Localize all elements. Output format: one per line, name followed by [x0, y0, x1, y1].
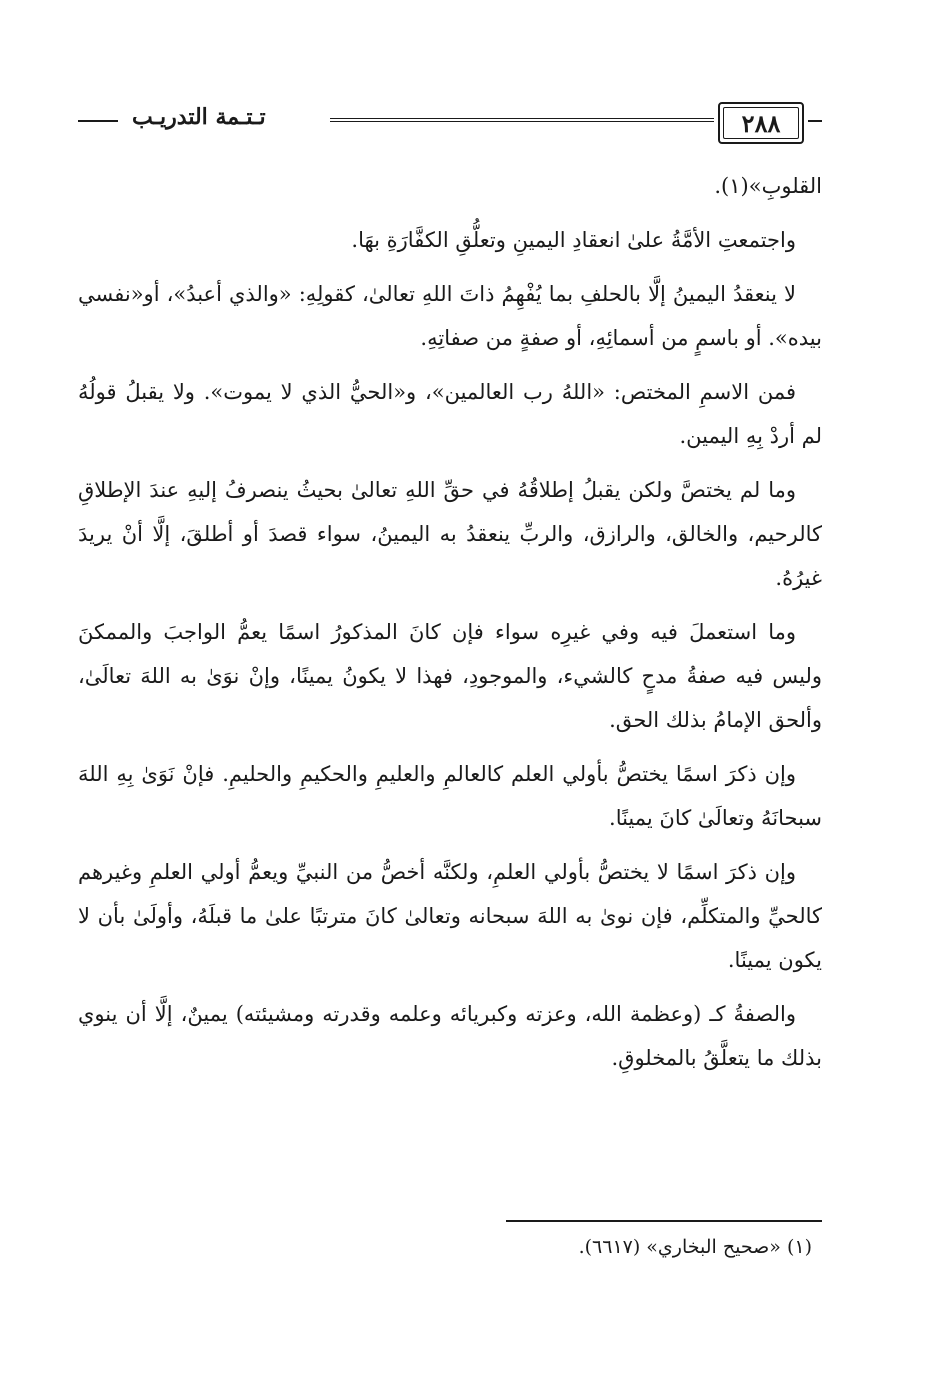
- paragraph: وإن ذكرَ اسمًا يختصُّ بأولي العلم كالعالمِ والعليمِ والحكيمِ والحليمِ. فإنْ نَوَىٰ بِهِ اللهَ سبحانَهُ وتعالَىٰ كانَ يمينًا.: [78, 762, 822, 830]
- footnote: (١) «صحيح البخاري» (٦٦١٧).: [578, 1236, 812, 1258]
- paragraph: واجتمعتِ الأمَّةُ علىٰ انعقادِ اليمينِ وتعلُّقِ الكفَّارَةِ بهَا.: [351, 228, 796, 252]
- paragraph: وما لم يختصَّ ولكن يقبلُ إطلاقُهُ في حقِّ اللهِ تعالىٰ بحيثُ ينصرفُ إليهِ عندَ الإطلاقِ كالرحيم، والخالق، والرازق، والربِّ ينعقدُ به اليمينُ، سواء قصدَ أو أطلقَ، إلَّا أنْ يريدَ غيرُهُ.: [78, 478, 822, 590]
- running-header: [78, 92, 822, 150]
- page-number: ٢٨٨: [741, 108, 781, 138]
- paragraph: وإن ذكرَ اسمًا لا يختصُّ بأولي العلمِ، ولكنَّه أخصُّ من النبيِّ ويعمُّ أولي العلمِ وغيرهم كالحيِّ والمتكلِّم، فإن نوىٰ به اللهَ سبحانه وتعالىٰ كانَ مترتبًا علىٰ ما قبلَهُ، وأولَىٰ بأن لا يكون يمينًا.: [78, 860, 822, 972]
- paragraph: فمن الاسمِ المختص: «اللهُ رب العالمين»، و«الحيُّ الذي لا يموت». ولا يقبلُ قولُهُ لم أردْ بِهِ اليمين.: [78, 380, 822, 448]
- footnote-separator: [506, 1220, 822, 1222]
- header-rule-middle: [330, 118, 714, 122]
- paragraph: لا ينعقدُ اليمينُ إلَّا بالحلفِ بما يُفْهِمُ ذاتَ اللهِ تعالىٰ، كقولِهِ: «والذي أعبدُ»، أو«نفسي بيده». أو باسمٍ من أسمائِهِ، أو صفةٍ من صفاتِهِ.: [78, 282, 822, 350]
- running-title: تـتـمة التدريـب: [132, 104, 266, 130]
- paragraph-text: القلوبِ»(١).: [714, 174, 822, 198]
- book-page: [78, 92, 822, 1322]
- paragraph: والصفةُ كـ (وعظمة الله، وعزته وكبريائه وعلمه وقدرته ومشيئته) يمينٌ، إلَّا أن ينوي بذلك ما يتعلَّقُ بالمخلوقِ.: [78, 1002, 822, 1070]
- paragraph: وما استعملَ فيه وفي غيرِه سواء فإن كانَ المذكورُ اسمًا يعمُّ الواجبَ والممكنَ وليس فيه صفةُ مدحٍ كالشيء، والموجودِ، فهذا لا يكونُ يمينًا، وإنْ نوَىٰ به اللهَ تعالَىٰ، وألحق الإمامُ بذلك الحق.: [78, 620, 822, 732]
- main-text: [78, 164, 822, 1090]
- header-rule-left: [78, 120, 118, 122]
- paragraph-continuation: [78, 164, 822, 208]
- header-rule-right: [808, 120, 822, 122]
- page-number-frame: [718, 102, 804, 144]
